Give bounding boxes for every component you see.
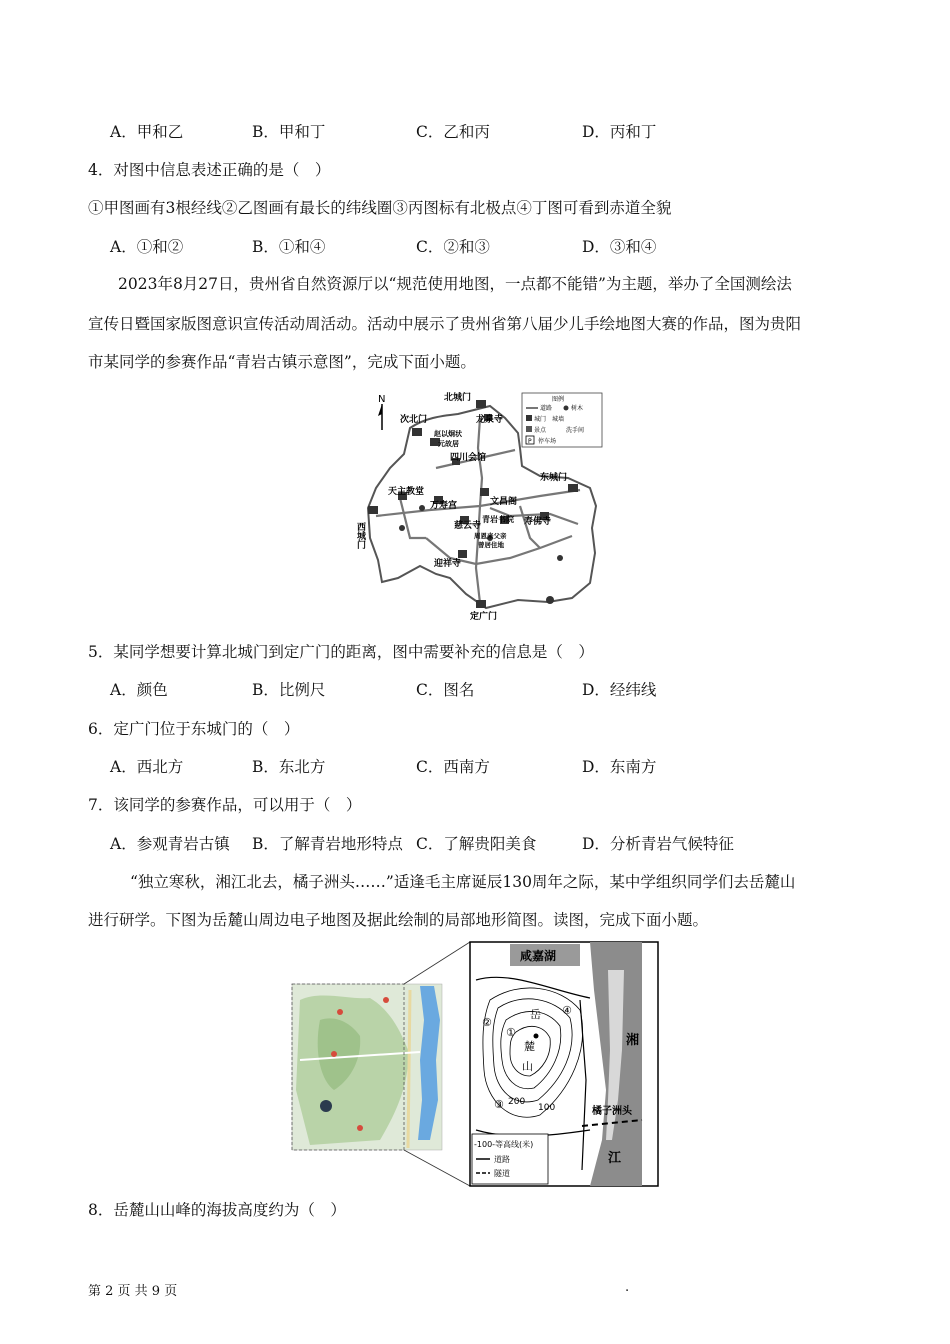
svg-text:图例: 图例 xyxy=(552,396,565,403)
svg-text:迎祥寺: 迎祥寺 xyxy=(434,559,462,569)
svg-text:文昌阁: 文昌阁 xyxy=(490,497,518,507)
svg-text:青岩书院: 青岩书院 xyxy=(482,515,514,524)
svg-text:周恩来父亲: 周恩来父亲 xyxy=(474,532,507,540)
svg-text:景点: 景点 xyxy=(534,427,547,434)
svg-text:寿佛寺: 寿佛寺 xyxy=(524,517,552,527)
q4-statements: ①甲图画有3根经线②乙图画有最长的纬线圈③丙图标有北极点④丁图可看到赤道全貌 xyxy=(88,199,672,217)
svg-text:东城门: 东城门 xyxy=(540,473,568,483)
svg-text:次北门: 次北门 xyxy=(400,415,428,425)
q5-option-a[interactable]: A．颜色 xyxy=(110,681,168,699)
q6-option-d[interactable]: D．东南方 xyxy=(582,758,657,776)
svg-text:北城门: 北城门 xyxy=(444,393,472,403)
q3-option-d[interactable]: D．丙和丁 xyxy=(582,123,657,141)
terrain-sketch xyxy=(470,942,658,1186)
svg-text:元故居: 元故居 xyxy=(438,440,459,448)
q3-option-c[interactable]: C．乙和丙 xyxy=(416,123,490,141)
svg-text:湘: 湘 xyxy=(626,1033,640,1048)
page-number: 第 2 页 共 9 页 xyxy=(88,1284,178,1299)
svg-text:麓: 麓 xyxy=(524,1040,535,1053)
svg-text:树木: 树木 xyxy=(571,405,584,412)
svg-text:隧道: 隧道 xyxy=(494,1169,510,1178)
q6-option-b[interactable]: B．东北方 xyxy=(252,758,326,776)
q4-option-d[interactable]: D．③和④ xyxy=(582,238,657,256)
q6-option-a[interactable]: A．西北方 xyxy=(110,758,184,776)
svg-text:山: 山 xyxy=(522,1060,533,1073)
north-arrow xyxy=(378,394,385,430)
q7-option-d[interactable]: D．分析青岩气候特征 xyxy=(582,835,734,853)
q6-option-c[interactable]: C．西南方 xyxy=(416,758,490,776)
q7-option-a[interactable]: A．参观青岩古镇 xyxy=(110,835,230,853)
svg-text:①: ① xyxy=(506,1026,516,1039)
passage1-line2: 宣传日暨国家版图意识宣传活动周活动。活动中展示了贵州省第八届少儿手绘地图大赛的作品，图为贵阳 xyxy=(88,315,802,333)
svg-text:洗手间: 洗手间 xyxy=(566,427,585,434)
svg-text:③: ③ xyxy=(494,1098,504,1111)
svg-text:岳: 岳 xyxy=(530,1008,541,1021)
svg-text:城墙: 城墙 xyxy=(552,416,565,423)
passage1-line3: 市某同学的参赛作品“青岩古镇示意图”，完成下面小题。 xyxy=(88,353,476,371)
q7-stem: 7．该同学的参赛作品，可以用于（ ） xyxy=(88,796,362,814)
passage2-line1: “独立寒秋，湘江北去，橘子洲头……”适逢毛主席诞辰130周年之际，某中学组织同学们去岳麓山 xyxy=(130,873,796,891)
q7-option-c[interactable]: C．了解贵阳美食 xyxy=(416,835,537,853)
map1-legend xyxy=(522,393,602,447)
svg-text:咸嘉湖: 咸嘉湖 xyxy=(520,949,557,963)
q6-stem: 6．定广门位于东城门的（ ） xyxy=(88,720,300,738)
passage1-line1: 2023年8月27日，贵州省自然资源厅以“规范使用地图，一点都不能错”为主题，举办了全国测绘法 xyxy=(118,275,792,293)
q4-option-b[interactable]: B．①和④ xyxy=(252,238,326,256)
q4-stem: 4．对图中信息表述正确的是（ ） xyxy=(88,161,331,179)
svg-text:江: 江 xyxy=(608,1151,622,1166)
svg-text:天主教堂: 天主教堂 xyxy=(388,487,425,497)
svg-text:龙泉寺: 龙泉寺 xyxy=(476,415,504,425)
yuelu-map xyxy=(290,940,662,1190)
electronic-map xyxy=(292,984,442,1150)
q5-option-d[interactable]: D．经纬线 xyxy=(582,681,657,699)
q4-option-c[interactable]: C．②和③ xyxy=(416,238,490,256)
svg-text:慈云寺: 慈云寺 xyxy=(454,521,482,531)
svg-text:-100-等高线(米): -100-等高线(米) xyxy=(474,1140,534,1149)
svg-text:道路: 道路 xyxy=(494,1155,510,1164)
q3-option-b[interactable]: B．甲和丁 xyxy=(252,123,326,141)
svg-text:④: ④ xyxy=(562,1004,572,1017)
svg-text:城门: 城门 xyxy=(534,416,547,423)
q5-option-c[interactable]: C．图名 xyxy=(416,681,475,699)
q8-stem: 8．岳麓山山峰的海拔高度约为（ ） xyxy=(88,1201,346,1219)
svg-text:橘子洲头: 橘子洲头 xyxy=(592,1106,632,1117)
svg-text:100: 100 xyxy=(538,1103,556,1113)
svg-text:定广门: 定广门 xyxy=(470,612,498,620)
svg-text:赵以炯状: 赵以炯状 xyxy=(434,430,462,438)
footer-dot: . xyxy=(625,1280,630,1295)
q7-option-b[interactable]: B．了解青岩地形特点 xyxy=(252,835,403,853)
svg-text:②: ② xyxy=(482,1016,492,1029)
qingyan-map xyxy=(340,388,610,620)
svg-text:曾居住地: 曾居住地 xyxy=(478,541,504,549)
svg-text:万寿宫: 万寿宫 xyxy=(430,501,458,511)
svg-text:四川会馆: 四川会馆 xyxy=(450,453,487,463)
passage2-line2: 进行研学。下图为岳麓山周边电子地图及据此绘制的局部地形简图。读图，完成下面小题。 xyxy=(88,911,709,929)
svg-text:P: P xyxy=(528,438,532,445)
svg-text:200: 200 xyxy=(508,1097,526,1107)
q5-stem: 5．某同学想要计算北城门到定广门的距离，图中需要补充的信息是（ ） xyxy=(88,643,594,661)
q4-option-a[interactable]: A．①和② xyxy=(110,238,184,256)
svg-text:西城门: 西城门 xyxy=(355,522,365,549)
svg-text:道路: 道路 xyxy=(540,405,553,412)
svg-text:停车场: 停车场 xyxy=(538,438,557,445)
q3-option-a[interactable]: A．甲和乙 xyxy=(110,123,184,141)
svg-text:N: N xyxy=(378,394,386,405)
q5-option-b[interactable]: B．比例尺 xyxy=(252,681,326,699)
